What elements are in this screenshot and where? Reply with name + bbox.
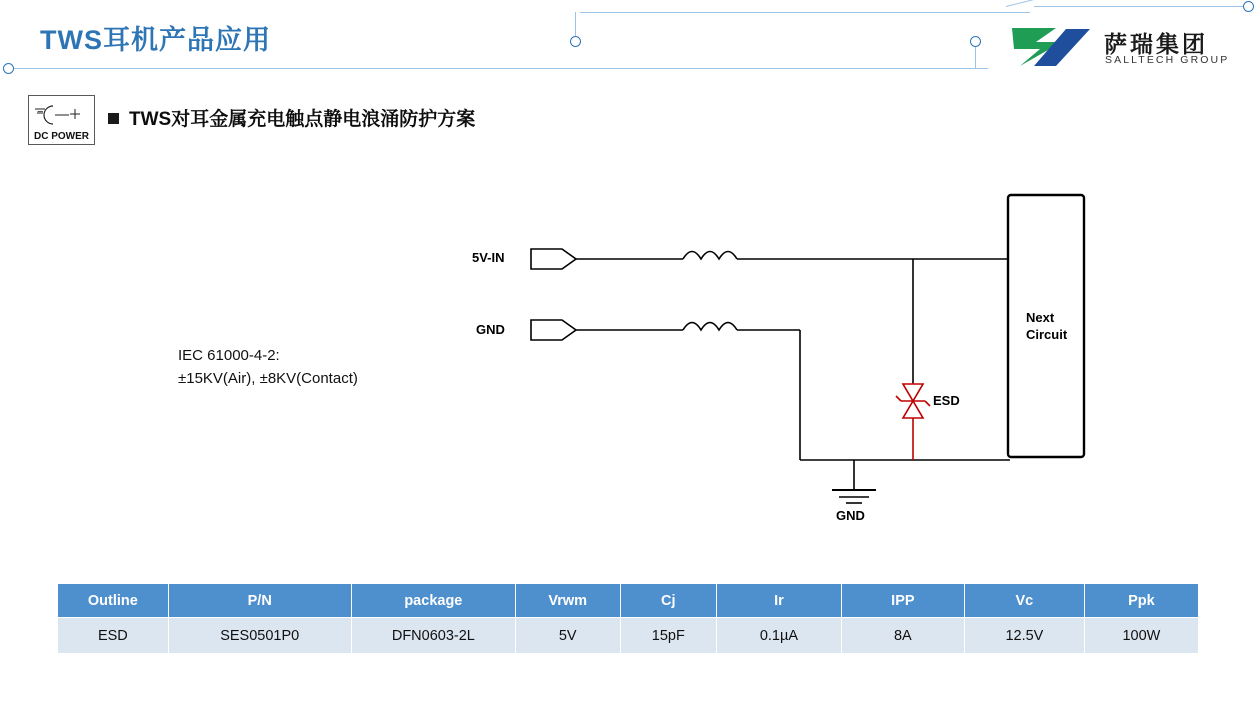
cell-package: DFN0603-2L bbox=[351, 618, 515, 654]
logo-mark-icon bbox=[1010, 26, 1092, 68]
cell-pn: SES0501P0 bbox=[168, 618, 351, 654]
esd-diode-icon bbox=[896, 383, 930, 460]
dc-power-icon bbox=[28, 95, 95, 145]
table-header-package: package bbox=[351, 584, 515, 618]
schematic-label-circuit: Circuit bbox=[1026, 327, 1068, 342]
cell-outline: ESD bbox=[58, 618, 169, 654]
header-node-right-icon bbox=[1243, 1, 1254, 12]
connector-5v-in-icon bbox=[531, 249, 576, 269]
schematic-label-gnd-port: GND bbox=[476, 322, 505, 337]
header-node-left-icon bbox=[3, 63, 14, 74]
page-title: TWS耳机产品应用 bbox=[40, 25, 271, 55]
header-decoration-line-top bbox=[580, 12, 1030, 13]
cell-vrwm: 5V bbox=[515, 618, 620, 654]
cell-ipp: 8A bbox=[841, 618, 964, 654]
table-header-pn: P/N bbox=[168, 584, 351, 618]
connector-gnd-icon bbox=[531, 320, 576, 340]
table-header-vrwm: Vrwm bbox=[515, 584, 620, 618]
table-header-cj: Cj bbox=[620, 584, 717, 618]
inductor-5v-icon bbox=[683, 252, 737, 260]
dc-power-symbol-icon bbox=[29, 96, 96, 132]
table-header-ipp: IPP bbox=[841, 584, 964, 618]
ground-symbol-icon bbox=[832, 460, 876, 503]
table-header-vc: Vc bbox=[964, 584, 1084, 618]
dc-power-label: DC POWER bbox=[34, 131, 89, 142]
header-node-mid-right-icon bbox=[970, 36, 981, 47]
table-row bbox=[58, 618, 1199, 654]
table-header-ir: Ir bbox=[717, 584, 842, 618]
section-heading bbox=[108, 104, 475, 131]
table-header-outline: Outline bbox=[58, 584, 169, 618]
cell-ir: 0.1µA bbox=[717, 618, 842, 654]
schematic-diagram bbox=[0, 160, 1256, 560]
table-header-row bbox=[58, 584, 1199, 618]
header-decoration-line-bottom bbox=[8, 68, 988, 69]
bullet-square-icon bbox=[108, 113, 119, 124]
iec-standard-note bbox=[178, 344, 358, 390]
header-decoration-line-diagonal bbox=[1006, 0, 1035, 7]
schematic-label-ground: GND bbox=[836, 508, 865, 523]
inductor-gnd-icon bbox=[683, 323, 737, 331]
parameter-table bbox=[57, 583, 1199, 654]
header-decoration-line-right bbox=[1034, 6, 1249, 7]
schematic-label-5v-in: 5V-IN bbox=[472, 250, 505, 265]
page-header bbox=[0, 0, 1256, 80]
section-heading-text: TWS对耳金属充电触点静电浪涌防护方案 bbox=[129, 109, 476, 130]
cell-ppk: 100W bbox=[1084, 618, 1198, 654]
cell-cj: 15pF bbox=[620, 618, 717, 654]
svg-text:−: − bbox=[37, 106, 44, 118]
schematic-label-esd: ESD bbox=[933, 393, 960, 408]
table-header-ppk: Ppk bbox=[1084, 584, 1198, 618]
schematic-label-next: Next bbox=[1026, 310, 1055, 325]
iec-note-line1: IEC 61000-4-2: bbox=[178, 347, 280, 364]
logo-name-en: SALLTECH GROUP bbox=[1105, 54, 1230, 66]
cell-vc: 12.5V bbox=[964, 618, 1084, 654]
next-circuit-block bbox=[1008, 195, 1084, 457]
logo-name-cn: 萨瑞集团 bbox=[1104, 31, 1208, 57]
company-logo bbox=[1010, 26, 1242, 70]
header-node-mid-left-icon bbox=[570, 36, 581, 47]
iec-note-line2: ±15KV(Air), ±8KV(Contact) bbox=[178, 370, 358, 387]
